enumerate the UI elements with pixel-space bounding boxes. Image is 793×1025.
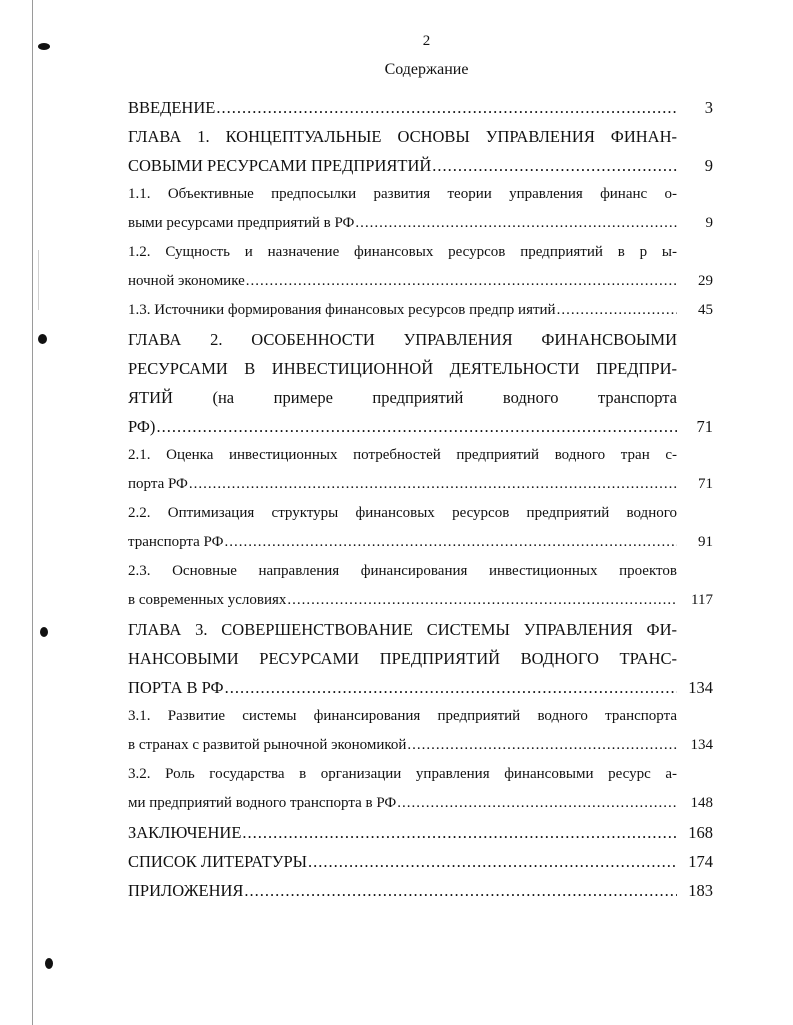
toc-entry (128, 441, 713, 470)
toc-dot-leader (188, 470, 677, 499)
scan-speck (45, 958, 53, 969)
toc-entry-text: НАНСОВЫМИ РЕСУРСАМИ ПРЕДПРИЯТИЙ ВОДНОГО ТРАНС- (128, 649, 677, 668)
toc-entry (128, 499, 713, 528)
toc-entry (128, 238, 713, 267)
toc-entry-text: ВВЕДЕНИЕ (128, 98, 216, 117)
toc-dot-leader (241, 818, 677, 847)
toc-dot-leader (224, 528, 678, 557)
toc-entry-text: 3.1. Развитие системы финансирования предприятий водного транспорта (128, 708, 677, 724)
toc-entry (128, 847, 713, 876)
scan-edge-line (32, 0, 33, 1025)
toc-entry (128, 789, 713, 818)
toc-entry (128, 760, 713, 789)
toc-entry-text: порта РФ (128, 476, 188, 492)
toc-entry (128, 412, 713, 441)
toc-page-number: 71 (698, 476, 713, 492)
toc-entry-text: ПОРТА В РФ (128, 678, 224, 697)
toc-entry (128, 209, 713, 238)
toc-page-number: 168 (688, 823, 713, 842)
toc-entry-text: 1.2. Сущность и назначение финансовых ресурсов предприятий в р ы- (128, 244, 677, 260)
toc-entry (128, 267, 713, 296)
toc-entry-text: СОВЫМИ РЕСУРСАМИ ПРЕДПРИЯТИЙ (128, 156, 432, 175)
toc-entry (128, 586, 713, 615)
toc-page-number: 45 (698, 302, 713, 318)
toc-entry-text: в современных условиях (128, 592, 287, 608)
toc-dot-leader (396, 789, 677, 818)
toc-entry-text: СПИСОК ЛИТЕРАТУРЫ (128, 852, 308, 871)
toc-entry (128, 528, 713, 557)
toc-entry (128, 354, 713, 383)
toc-dot-leader (224, 673, 677, 702)
toc-entry (128, 93, 713, 122)
toc-entry (128, 818, 713, 847)
toc-entry (128, 615, 713, 644)
toc-dot-leader (155, 412, 677, 441)
toc-page-number: 183 (688, 881, 713, 900)
toc-entry (128, 151, 713, 180)
toc-entry-text: 2.3. Основные направления финансирования инвестиционных проектов (128, 563, 677, 579)
toc-entry-text: в странах с развитой рыночной экономикой (128, 737, 407, 753)
toc-page-number: 29 (698, 273, 713, 289)
toc-page-number: 91 (698, 534, 713, 550)
scan-edge-line-faint (38, 250, 39, 310)
toc-entry (128, 325, 713, 354)
toc-page-number: 134 (688, 678, 713, 697)
toc-page-number: 117 (691, 592, 713, 608)
toc-entry-text: 2.1. Оценка инвестиционных потребностей предприятий водного тран с- (128, 447, 677, 463)
toc-page-number: 3 (704, 98, 713, 117)
toc-dot-leader (307, 847, 677, 876)
toc-page-number: 148 (690, 795, 713, 811)
toc-page-number: 71 (696, 417, 713, 436)
toc-entry-text: ГЛАВА 2. ОСОБЕННОСТИ УПРАВЛЕНИЯ ФИНАНСВОЫМИ (128, 330, 677, 349)
toc-page-number: 134 (690, 737, 713, 753)
toc-dot-leader (556, 296, 677, 325)
toc-entry-text: ПРИЛОЖЕНИЯ (128, 881, 244, 900)
toc-dot-leader (286, 586, 677, 615)
toc-page-number: 9 (704, 156, 713, 175)
toc-entry-text: выми ресурсами предприятий в РФ (128, 215, 355, 231)
toc-page-number: 174 (688, 852, 713, 871)
toc-entry (128, 470, 713, 499)
toc-entry (128, 383, 713, 412)
toc-entry (128, 876, 713, 905)
toc-entry (128, 122, 713, 151)
toc-dot-leader (215, 93, 677, 122)
toc-dot-leader (431, 151, 677, 180)
toc-entry-text: транспорта РФ (128, 534, 224, 550)
toc-entry (128, 644, 713, 673)
toc-page-number: 9 (705, 215, 713, 231)
page-title: Содержание (384, 61, 469, 78)
toc-entry-text: ГЛАВА 1. КОНЦЕПТУАЛЬНЫЕ ОСНОВЫ УПРАВЛЕНИЯ ФИНАН- (128, 127, 677, 146)
toc-entry-text: ночной экономике (128, 273, 245, 289)
scan-speck (40, 627, 48, 637)
toc-entry-text: РФ) (128, 417, 156, 436)
toc-dot-leader (245, 267, 677, 296)
page-number: 2 (422, 33, 431, 49)
toc-entry-text: РЕСУРСАМИ В ИНВЕСТИЦИОННОЙ ДЕЯТЕЛЬНОСТИ ПРЕДПРИ- (128, 359, 677, 378)
toc-entry-text: 3.2. Роль государства в организации управления финансовыми ресурс а- (128, 766, 677, 782)
toc-entry (128, 673, 713, 702)
toc-entry-text: ГЛАВА 3. СОВЕРШЕНСТВОВАНИЕ СИСТЕМЫ УПРАВЛЕНИЯ ФИ- (128, 620, 677, 639)
toc-entry (128, 557, 713, 586)
toc-entry-text: ми предприятий водного транспорта в РФ (128, 795, 397, 811)
table-of-contents (128, 93, 713, 905)
toc-entry-text: 1.3. Источники формирования финансовых ресурсов предпр иятий (128, 302, 556, 318)
toc-entry (128, 731, 713, 760)
toc-entry-text: 1.1. Объективные предпосылки развития теории управления финанс о- (128, 186, 677, 202)
toc-dot-leader (354, 209, 677, 238)
toc-entry-text: 2.2. Оптимизация структуры финансовых ресурсов предприятий водного (128, 505, 677, 521)
scan-speck (38, 334, 47, 344)
toc-entry (128, 296, 713, 325)
toc-entry-text: ЗАКЛЮЧЕНИЕ (128, 823, 242, 842)
toc-dot-leader (406, 731, 677, 760)
toc-entry-text: ЯТИЙ (на примере предприятий водного транспорта (128, 388, 677, 407)
toc-dot-leader (243, 876, 677, 905)
toc-entry (128, 702, 713, 731)
toc-entry (128, 180, 713, 209)
